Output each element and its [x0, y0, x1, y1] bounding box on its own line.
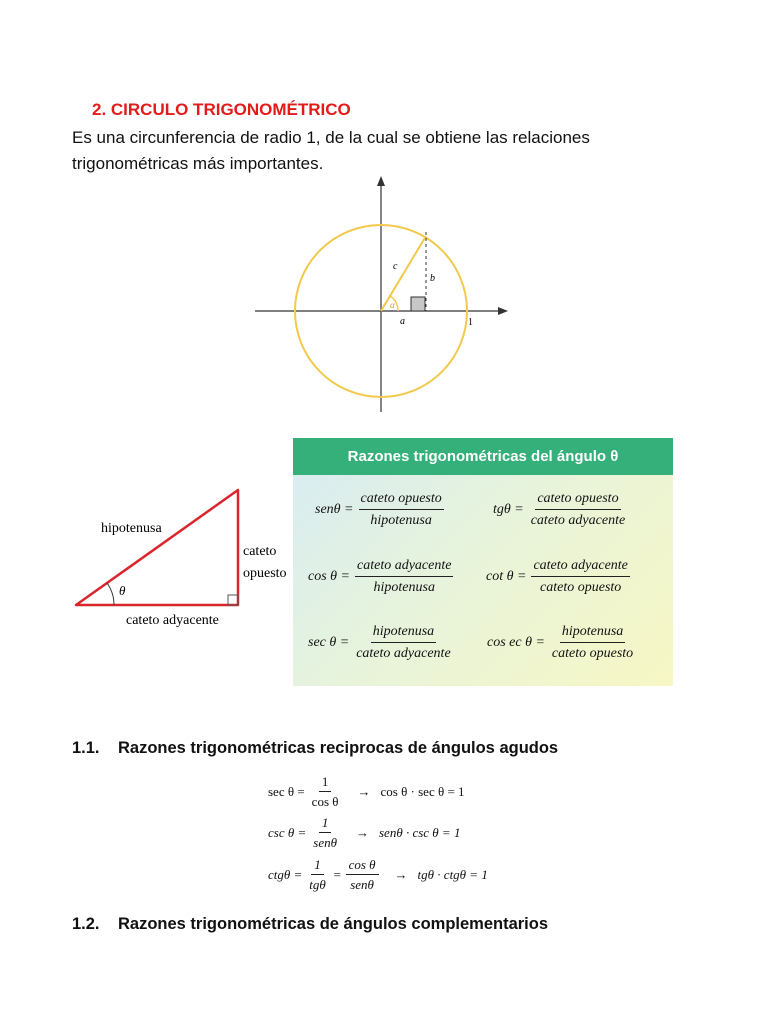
ratio-sen [315, 491, 444, 529]
ratio-cosec-numerator: hipotenusa [560, 624, 625, 643]
label-adjacent: cateto adyacente [126, 613, 219, 628]
formula-csc-fraction [310, 815, 340, 851]
ratio-sen-denominator: hipotenusa [370, 513, 432, 528]
ratios-panel-title: Razones trigonométricas del ángulo θ [293, 438, 673, 475]
ratio-tg-fraction [529, 491, 627, 529]
formula-sec-denominator: cos θ [311, 794, 339, 809]
label-opposite-1: cateto [243, 544, 277, 559]
ratio-cos-numerator: cateto adyacente [355, 558, 453, 577]
formula-csc-arrow: → [355, 825, 369, 840]
ratio-sen-fraction [359, 491, 444, 529]
formula-csc-rhs: senθ · csc θ = 1 [378, 825, 461, 840]
formula-csc-denominator: senθ [313, 835, 337, 850]
label-one: 1 [468, 317, 473, 328]
ratio-cot-denominator: cateto opuesto [540, 580, 622, 595]
formula-ctg-rhs: tgθ · ctgθ = 1 [417, 867, 488, 882]
ratio-tg [493, 491, 627, 529]
ratio-cosec-denominator: cateto opuesto [551, 646, 634, 661]
formula-sec-fraction [309, 774, 342, 810]
formula-sec-numerator: 1 [319, 774, 332, 792]
ratio-cot-lhs: cot θ = [486, 569, 527, 584]
formula-csc-lhs: csc θ = [268, 825, 307, 840]
ratio-sec-denominator: cateto adyacente [356, 646, 451, 661]
right-triangle-diagram [66, 478, 296, 638]
label-theta: θ [119, 583, 126, 598]
formula-sec-rhs: cos θ · sec θ = 1 [380, 784, 465, 799]
label-alpha: α [390, 300, 395, 310]
formula-ctg [268, 857, 488, 893]
formula-ctg-lhs: ctgθ = [268, 867, 303, 882]
formula-ctg-numerator-2: cos θ [346, 857, 379, 875]
formula-sec-arrow: → [357, 784, 371, 799]
ratio-cot [486, 558, 630, 596]
label-hypotenuse: hipotenusa [101, 521, 162, 536]
unit-circle-diagram [250, 172, 510, 422]
label-opposite-2: opuesto [243, 566, 287, 581]
formula-csc [268, 815, 460, 851]
triangle [76, 490, 238, 605]
section-1-2-heading [72, 915, 548, 934]
section-1-1-number: 1.1. [72, 739, 100, 757]
ratio-sen-lhs: senθ = [315, 502, 354, 517]
ratio-cos-denominator: hipotenusa [373, 580, 435, 595]
x-axis-arrow [498, 307, 508, 315]
formula-ctg-equals: = [332, 867, 342, 882]
formula-ctg-fraction-1 [306, 857, 329, 893]
formula-ctg-numerator-1: 1 [311, 857, 324, 875]
label-a: a [400, 316, 405, 327]
ratio-tg-denominator: cateto adyacente [530, 513, 626, 528]
ratio-cos-fraction [355, 558, 453, 596]
section-1-1-title: Razones trigonométricas reciprocas de ángulos agudos [118, 739, 559, 757]
formula-ctg-denominator-2: senθ [350, 877, 374, 892]
section-1-2-title: Razones trigonométricas de ángulos complementarios [118, 915, 549, 933]
formula-csc-numerator: 1 [319, 815, 332, 833]
ratios-panel [293, 438, 673, 686]
ratio-sec-numerator: hipotenusa [371, 624, 436, 643]
section-title: 2. CIRCULO TRIGONOMÉTRICO [92, 100, 351, 119]
formula-ctg-denominator-1: tgθ [309, 877, 326, 892]
ratio-cot-fraction [531, 558, 629, 596]
formula-sec [268, 774, 465, 810]
label-b: b [430, 273, 435, 284]
section-1-1-heading [72, 739, 558, 758]
label-c: c [393, 261, 398, 272]
formula-ctg-arrow: → [394, 867, 408, 882]
ratio-cos [308, 558, 453, 596]
right-angle-box [411, 297, 425, 311]
ratio-sec [308, 624, 453, 662]
right-angle-mark [228, 595, 238, 605]
section-1-2-number: 1.2. [72, 915, 100, 933]
ratio-cos-lhs: cos θ = [308, 569, 350, 584]
formula-ctg-fraction-2 [346, 857, 379, 893]
y-axis-arrow [377, 176, 385, 186]
ratio-cosec-lhs: cos ec θ = [487, 635, 545, 650]
ratio-sec-lhs: sec θ = [308, 635, 350, 650]
ratio-tg-numerator: cateto opuesto [535, 491, 620, 510]
ratio-cot-numerator: cateto adyacente [531, 558, 629, 577]
ratio-sen-numerator: cateto opuesto [359, 491, 444, 510]
theta-arc [107, 583, 114, 605]
ratio-sec-fraction [354, 624, 452, 662]
ratio-tg-lhs: tgθ = [493, 502, 524, 517]
intro-paragraph: Es una circunferencia de radio 1, de la cual se obtiene las relaciones trigonométricas más importantes. [72, 128, 590, 173]
ratio-cosec [487, 624, 635, 662]
formula-sec-lhs: sec θ = [268, 784, 305, 799]
ratio-cosec-fraction [550, 624, 635, 662]
